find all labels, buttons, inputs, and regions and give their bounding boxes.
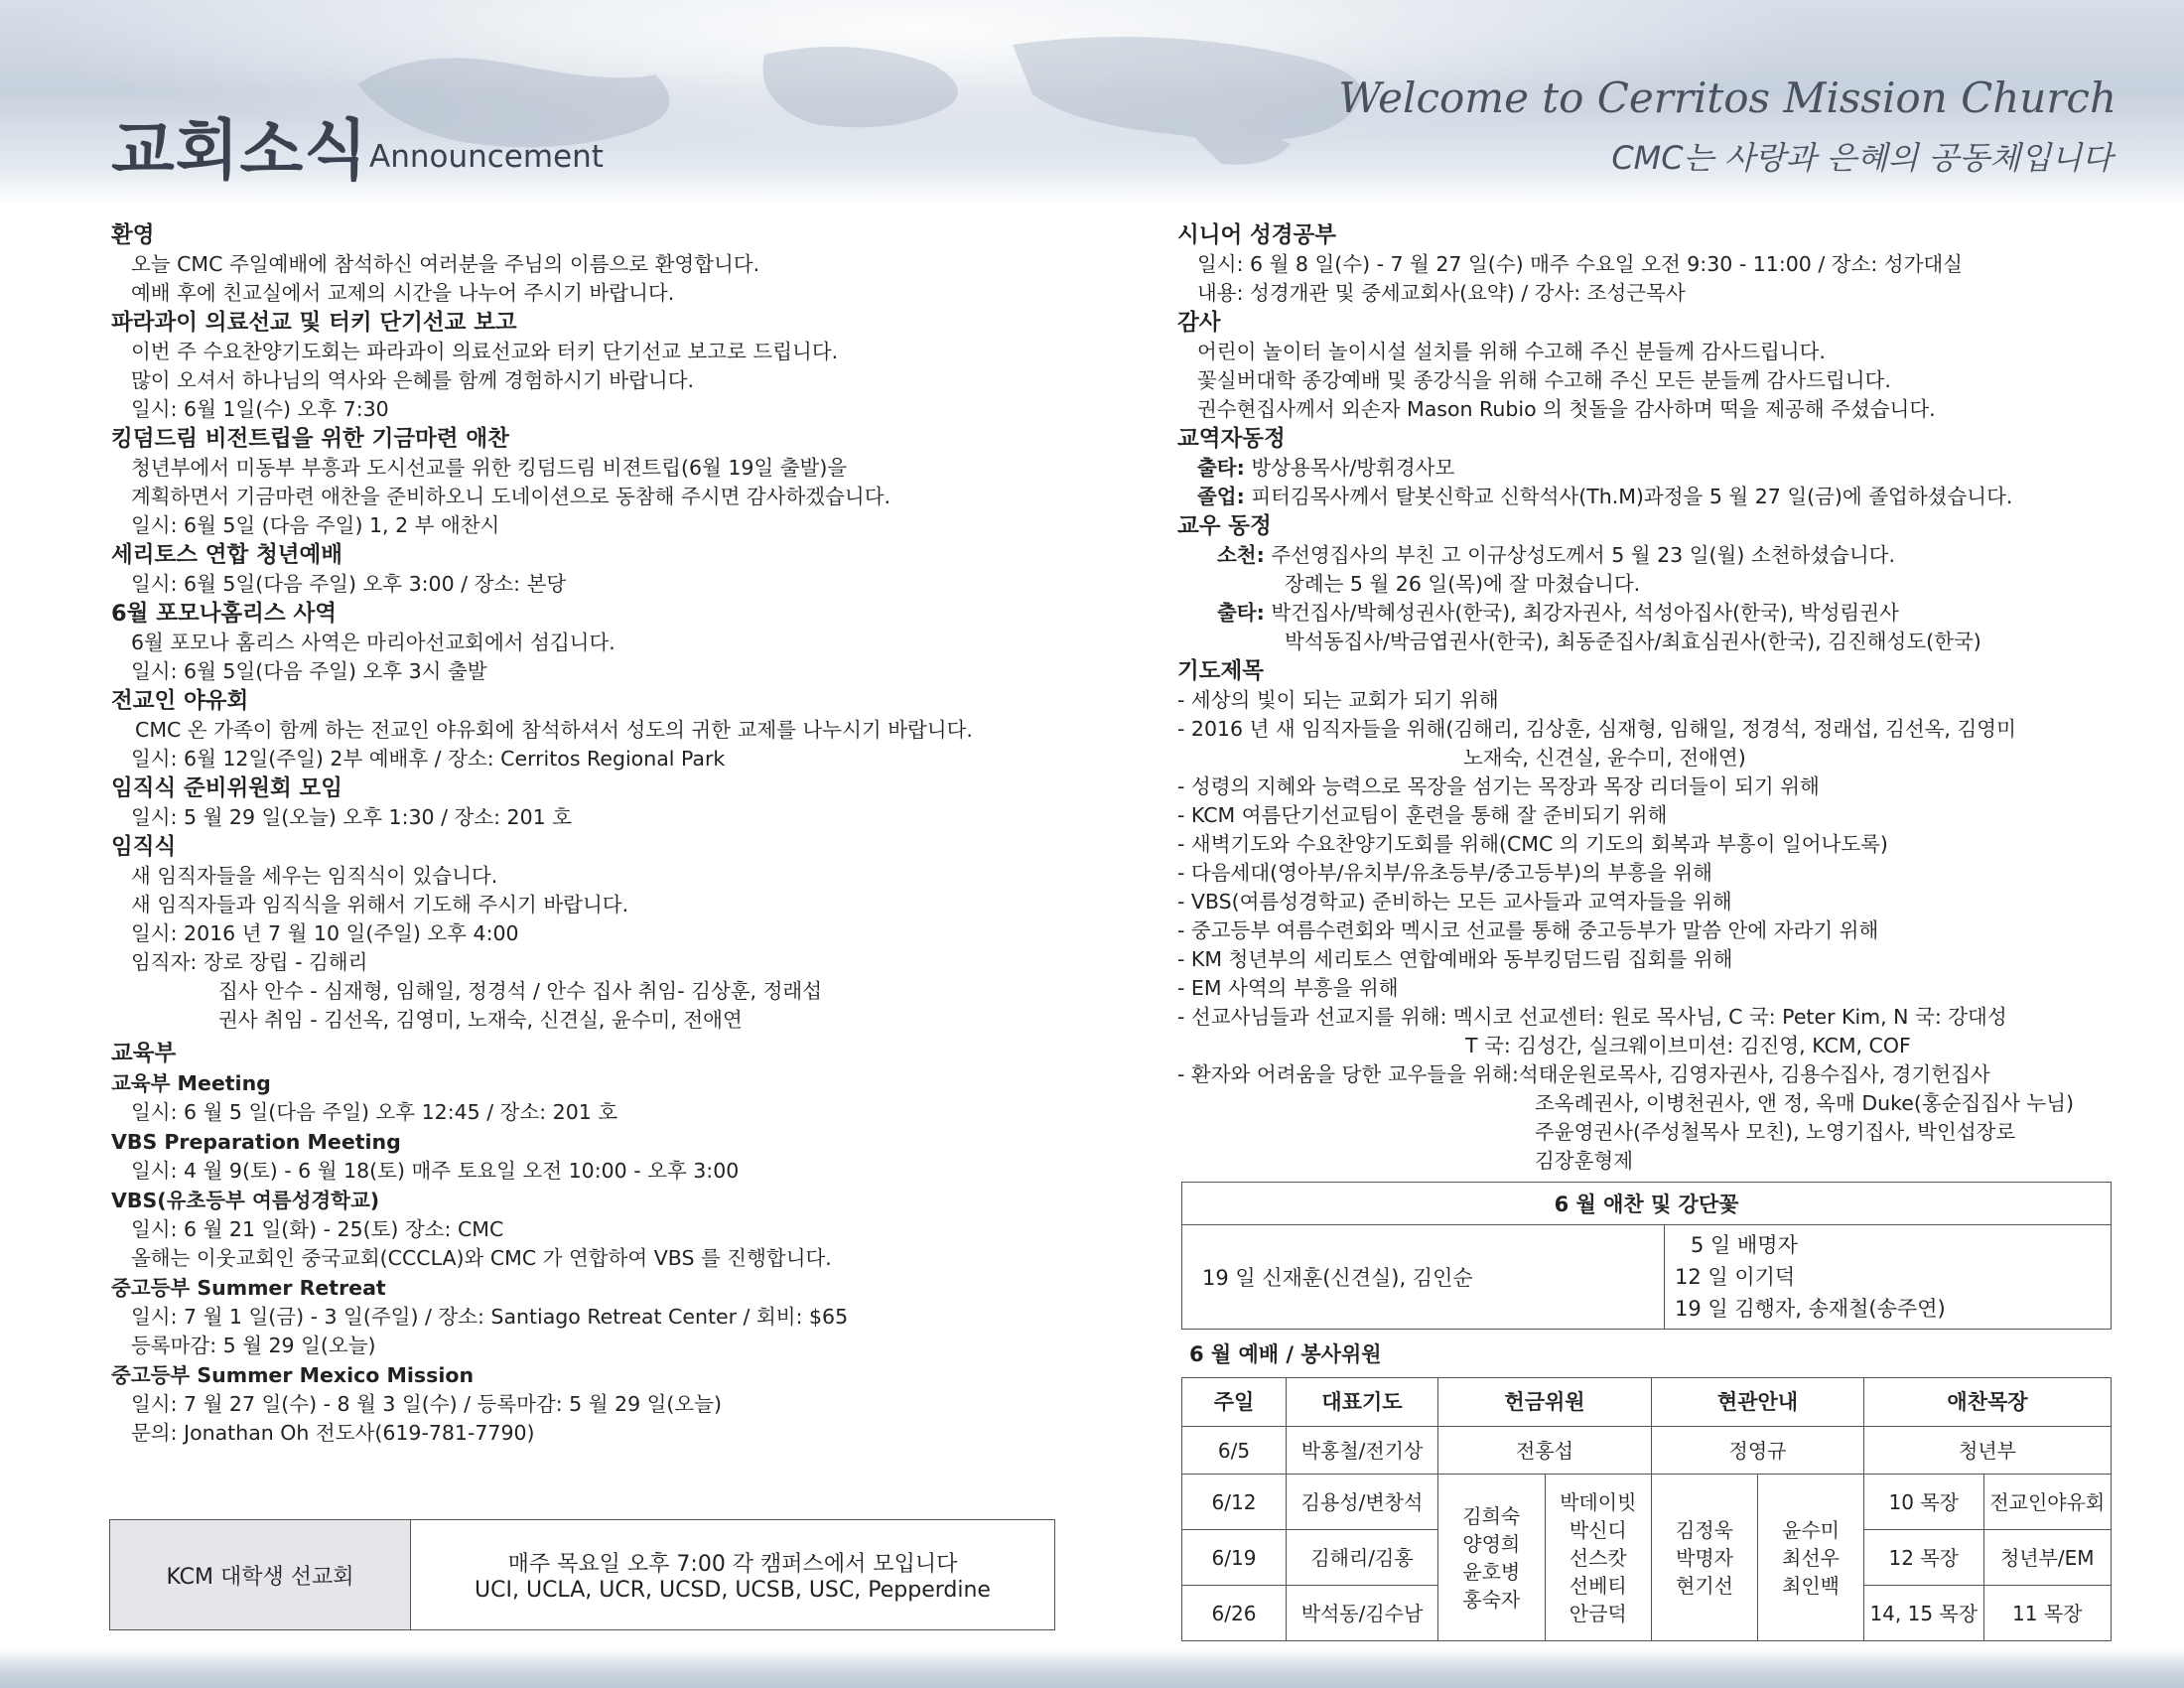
text-line: 권수현집사께서 외손자 Mason Rubio 의 첫돌을 감사하며 떡을 제공해 주셨습니다. [1197,397,1936,421]
offering-group-a [1438,1475,1546,1641]
text-line: 새 임직자들과 임직식을 위해서 기도해 주시기 바랍니다. [131,893,629,916]
text-line: 등록마감: 5 월 29 일(오늘) [131,1334,376,1357]
col-header: 헌금위원 [1438,1378,1652,1427]
col-header: 주일 [1182,1378,1287,1427]
section-heading: 기도제목 [1177,658,1264,684]
label-graduation: 졸업: [1197,485,1245,508]
usher-group-b [1758,1475,1864,1641]
offering-group-b [1545,1475,1652,1641]
label-away: 출타: [1197,456,1245,480]
flower-table [1181,1182,2112,1330]
name: 최인백 [1782,1573,1840,1598]
right-column [1177,220,2111,1176]
kcm-campuses: UCI, UCLA, UCR, UCSD, UCSB, USC, Pepperdine [475,1578,991,1603]
text-line: 임직자: 장로 장립 - 김해리 [131,950,368,974]
text-value: 주선영집사의 부친 고 이규상성도께서 5 월 23 일(월) 소천하셨습니다. [1264,543,1895,567]
section-heading: 세리토스 연합 청년예배 [111,542,343,568]
prayer-item: - KCM 여름단기선교팀이 훈련을 통해 잘 준비되기 위해 [1177,803,1668,827]
text-line: 일시: 6월 5일 (다음 주일) 1, 2 부 애찬시 [131,513,500,537]
text-line: 일시: 4 월 9(토) - 6 월 18(토) 매주 토요일 오전 10:00 - 오후 3:00 [131,1159,740,1183]
name: 선베티 [1569,1573,1627,1598]
name: 박명자 [1676,1545,1733,1570]
subsection-heading: VBS Preparation Meeting [111,1130,401,1154]
prayer-item: - KM 청년부의 세리토스 연합예배와 동부킹덤드림 집회를 위해 [1177,947,1733,971]
text-line: 박석동집사/박금엽권사(한국), 최동준집사/최효심권사(한국), 김진해성도(한국) [1285,630,1981,653]
name: 박데이빗 [1560,1489,1637,1514]
text-line [1177,541,2111,570]
text-line: 청년부에서 미동부 부흥과 도시선교를 위한 킹덤드림 비젼트립(6월 19일 출발)을 [131,456,848,480]
meal-cell: 11 목장 [1983,1586,2111,1641]
text-line: 집사 안수 - 심재형, 임해일, 정경석 / 안수 집사 취임- 김상훈, 정래섭 [218,979,823,1003]
section-heading: 임직식 [111,834,177,860]
service-table-title: 6 월 예배 / 봉사위원 [1189,1342,1382,1366]
flower-table-title: 6 월 애찬 및 강단꽃 [1182,1183,2112,1225]
text-line: 일시: 6 월 8 일(수) - 7 월 27 일(수) 매주 수요일 오전 9:30 - 11:00 / 장소: 성가대실 [1197,252,1963,276]
flower-entry: 19 일 김행자, 송재철(송주연) [1675,1297,1946,1321]
text-line: 꽃실버대학 종강예배 및 종강식을 위해 수고해 주신 모든 분들께 감사드립니다. [1197,368,1891,392]
name: 최선우 [1782,1545,1840,1570]
prayer-item: - 다음세대(영아부/유치부/유초등부/중고등부)의 부흥을 위해 [1177,861,1712,885]
service-table [1181,1377,2112,1641]
text-value: 박건집사/박혜성권사(한국), 최강자권사, 석성아집사(한국), 박성림권사 [1264,601,1899,625]
church-slogan: CMC는 사랑과 은혜의 공동체입니다 [1611,139,2113,177]
text-line: 일시: 6월 5일(다음 주일) 오후 3:00 / 장소: 본당 [131,572,567,596]
text-value: 피터김목사께서 탈봇신학교 신학석사(Th.M)과정을 5 월 27 일(금)에 졸업하셨습니다. [1244,485,2013,508]
prayer-cell: 박석동/김수남 [1287,1586,1438,1641]
subsection-heading: 중고등부 Summer Mexico Mission [111,1363,475,1387]
text-line: 일시: 6월 1일(수) 오후 7:30 [131,397,389,421]
prayer-cell: 박홍철/전기상 [1287,1427,1438,1475]
prayer-item-cont: 주윤영권사(주성철목사 모친), 노영기집사, 박인섭장로 [1535,1120,2016,1144]
label-away: 출타: [1217,601,1265,625]
section-heading: 교역자동정 [1177,426,1286,452]
name: 선스캇 [1569,1545,1627,1570]
text-line: 문의: Jonathan Oh 전도사(619-781-7790) [131,1421,535,1445]
name: 안금덕 [1569,1601,1627,1625]
text-line: 어린이 놀이터 놀이시설 설치를 위해 수고해 주신 분들께 감사드립니다. [1197,340,1826,363]
text-line: 예배 후에 친교실에서 교제의 시간을 나누어 주시기 바랍니다. [131,281,675,305]
kcm-label: KCM 대학생 선교회 [110,1520,411,1630]
name: 윤호병 [1462,1559,1521,1584]
date-cell: 6/12 [1182,1475,1287,1530]
prayer-cell: 김해리/김홍 [1287,1530,1438,1586]
text-line: 일시: 6 월 21 일(화) - 25(토) 장소: CMC [131,1217,504,1241]
subsection-heading: 교육부 Meeting [111,1071,271,1095]
prayer-cell: 김용성/변창석 [1287,1475,1438,1530]
meal-cell: 14, 15 목장 [1864,1586,1984,1641]
text-line: 올해는 이웃교회인 중국교회(CCCLA)와 CMC 가 연합하여 VBS 를 진행합니다. [131,1246,832,1270]
prayer-item-cont: T 국: 김성간, 실크웨이브미션: 김진영, KCM, COF [1465,1034,1911,1057]
footer-band [0,1648,2184,1688]
kcm-details [411,1520,1055,1630]
text-line: 6월 포모나 홈리스 사역은 마리아선교회에서 섬깁니다. [131,631,615,654]
text-line: 내용: 성경개관 및 중세교회사(요약) / 강사: 조성근목사 [1197,281,1686,305]
text-line: CMC 온 가족이 함께 하는 전교인 야유회에 참석하셔서 성도의 귀한 교제를 나누시기 바랍니다. [135,718,973,742]
section-heading: 파라과이 의료선교 및 터키 단기선교 보고 [111,310,517,336]
text-line: 일시: 6 월 5 일(다음 주일) 오후 12:45 / 장소: 201 호 [131,1100,618,1124]
offering-cell: 전홍섭 [1438,1427,1652,1475]
left-column [111,220,1064,1448]
prayer-item: - 세상의 빛이 되는 교회가 되기 위해 [1177,688,1499,712]
text-value: 방상용목사/방휘경사모 [1244,456,1455,480]
date-cell: 6/5 [1182,1427,1287,1475]
prayer-item-cont: 노재숙, 신견실, 윤수미, 전애연) [1463,746,1746,770]
welcome-text: Welcome to Cerritos Mission Church [1338,73,2116,122]
usher-group-a [1652,1475,1758,1641]
text-line: 새 임직자들을 세우는 임직식이 있습니다. [131,864,498,888]
text-line: 장례는 5 월 26 일(목)에 잘 마쳤습니다. [1285,572,1641,596]
text-line: 일시: 7 월 27 일(수) - 8 월 3 일(수) / 등록마감: 5 월 29 일(오늘) [131,1392,723,1416]
text-line: 일시: 2016 년 7 월 10 일(주일) 오후 4:00 [131,921,519,945]
prayer-item: - 환자와 어려움을 당한 교우들을 위해:석태운원로목사, 김영자권사, 김용수집사, 경기헌집사 [1177,1062,1990,1086]
name: 윤수미 [1782,1517,1840,1542]
section-heading: 교우 동정 [1177,513,1272,539]
section-heading: 교육부 [111,1041,177,1066]
flower-entry: 5 일 배명자 [1691,1233,1798,1257]
usher-cell: 정영규 [1652,1427,1864,1475]
name: 양영희 [1462,1531,1521,1556]
prayer-item: - 중고등부 여름수련회와 멕시코 선교를 통해 중고등부가 말씀 안에 자라기 위해 [1177,918,1879,942]
prayer-item: - 선교사님들과 선교지를 위해: 멕시코 선교센터: 원로 목사님, C 국: Peter Kim, N 국: 강대성 [1177,1005,2007,1029]
text-line: 계획하면서 기금마련 애찬을 준비하오니 도네이션으로 동참해 주시면 감사하겠습니다. [131,485,891,508]
subsection-heading: VBS(유초등부 여름성경학교) [111,1189,380,1212]
text-line: 일시: 7 월 1 일(금) - 3 일(주일) / 장소: Santiago Retreat Center / 회비: $65 [131,1305,849,1329]
text-line [1177,454,2111,483]
text-line [1177,599,2111,628]
page-title: 교회소식 [111,112,369,189]
meal-cell: 전교인야유회 [1983,1475,2111,1530]
prayer-item: - 성령의 지혜와 능력으로 목장을 섬기는 목장과 목장 리더들이 되기 위해 [1177,774,1820,798]
prayer-item-cont: 조옥례권사, 이병천권사, 앤 정, 옥매 Duke(홍순집집사 누님) [1535,1091,2075,1115]
name: 김정욱 [1676,1517,1733,1542]
date-cell: 6/26 [1182,1586,1287,1641]
name: 현기선 [1676,1573,1733,1598]
section-heading: 감사 [1177,310,1221,336]
text-line: 권사 취임 - 김선옥, 김영미, 노재숙, 신견실, 윤수미, 전애연 [218,1008,743,1032]
section-heading: 킹덤드림 비전트립을 위한 기금마련 애찬 [111,426,509,452]
text-line [1177,483,2111,511]
text-line: 이번 주 수요찬양기도회는 파라과이 의료선교와 터키 단기선교 보고로 드립니다. [131,340,839,363]
meal-cell: 청년부/EM [1983,1530,2111,1586]
prayer-item: - VBS(여름성경학교) 준비하는 모든 교사들과 교역자들을 위해 [1177,890,1732,914]
section-heading: 시니어 성경공부 [1177,222,1336,248]
meal-cell: 12 목장 [1864,1530,1984,1586]
flower-entry: 12 일 이기덕 [1675,1265,1796,1289]
prayer-item: - EM 사역의 부흥을 위해 [1177,976,1399,1000]
prayer-item: - 새벽기도와 수요찬양기도회를 위해(CMC 의 기도의 회복과 부흥이 일어나도록) [1177,832,1888,856]
kcm-info-box [109,1519,1055,1630]
meal-cell: 10 목장 [1864,1475,1984,1530]
flower-left-cell: 19 일 신재훈(신견실), 김인순 [1182,1225,1665,1330]
name: 홍숙자 [1462,1587,1521,1612]
subsection-heading: 중고등부 Summer Retreat [111,1276,386,1300]
kcm-schedule: 매주 목요일 오후 7:00 각 캠퍼스에서 모입니다 [507,1552,958,1577]
section-heading: 전교인 야유회 [111,688,249,714]
col-header: 대표기도 [1287,1378,1438,1427]
name: 박신디 [1569,1517,1627,1542]
page-subtitle: Announcement [369,139,604,175]
text-line: 오늘 CMC 주일예배에 참석하신 여러분을 주님의 이름으로 환영합니다. [131,252,760,276]
text-line: 일시: 5 월 29 일(오늘) 오후 1:30 / 장소: 201 호 [131,805,573,829]
text-line: 일시: 6월 5일(다음 주일) 오후 3시 출발 [131,659,487,683]
col-header: 애찬목장 [1864,1378,2112,1427]
header-banner [0,0,2184,204]
name: 김희숙 [1462,1503,1521,1528]
prayer-item: - 2016 년 새 임직자들을 위해(김해리, 김상훈, 심재형, 임해일, 정경석, 정래섭, 김선옥, 김영미 [1177,717,2016,741]
col-header: 현관안내 [1652,1378,1864,1427]
text-line: 일시: 6월 12일(주일) 2부 예배후 / 장소: Cerritos Regional Park [131,747,726,771]
section-heading: 6월 포모나홈리스 사역 [111,601,337,627]
label-passing: 소천: [1217,543,1265,567]
section-heading: 환영 [111,222,155,248]
section-heading: 임직식 준비위원회 모임 [111,775,343,801]
date-cell: 6/19 [1182,1530,1287,1586]
meal-cell: 청년부 [1864,1427,2112,1475]
flower-right-cell [1665,1225,2112,1330]
text-line: 많이 오셔서 하나님의 역사와 은혜를 함께 경험하시기 바랍니다. [131,368,695,392]
prayer-item-cont: 김장훈형제 [1535,1149,1634,1173]
